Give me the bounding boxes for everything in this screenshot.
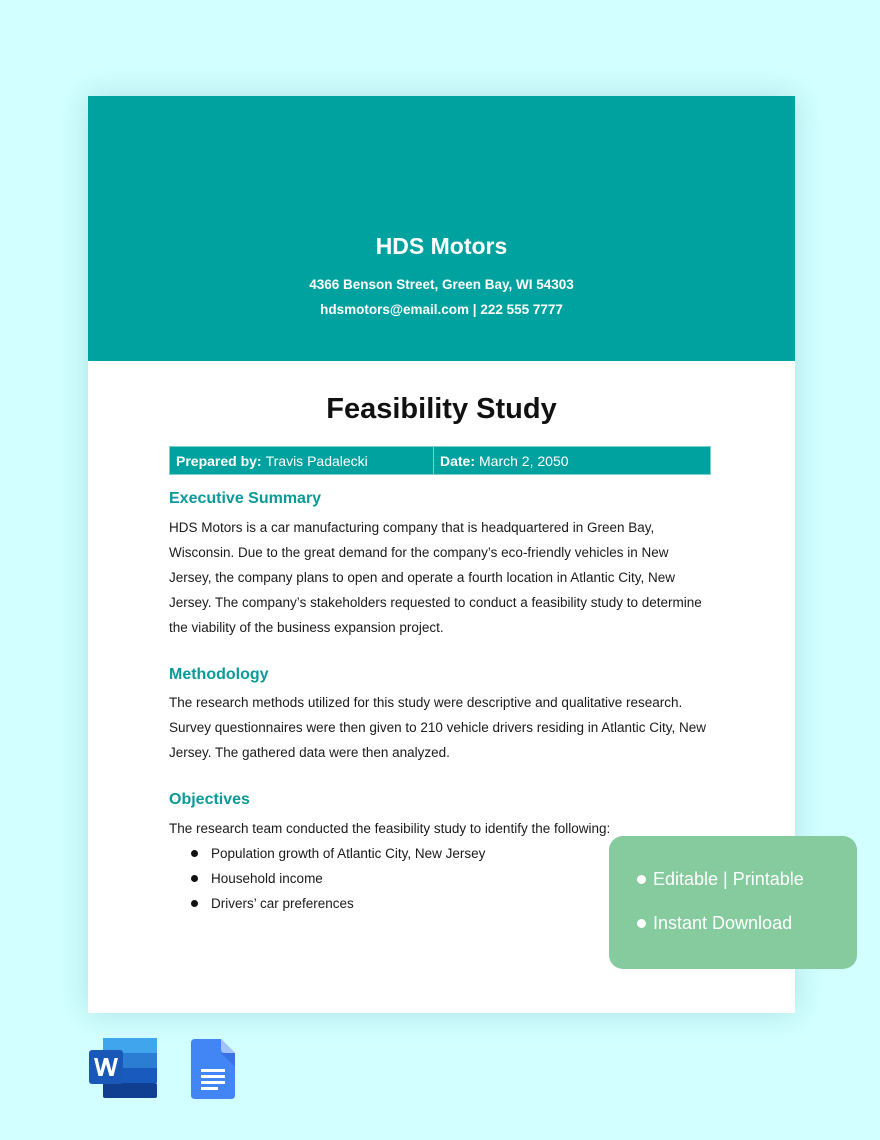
document-title: Feasibility Study [326,393,557,425]
list-item [169,891,485,916]
promo-editable [637,869,804,890]
objectives-intro: The research team conducted the feasibility study to identify the following: [169,821,611,836]
promo-download-label: Instant Download [653,913,793,933]
list-item-text: Drivers’ car preferences [211,896,354,911]
date-cell [434,447,710,474]
list-item [169,866,485,891]
prepared-by-label: Prepared by: [176,452,262,469]
list-item-text: Population growth of Atlantic City, New Jersey [211,846,486,861]
company-address: 4366 Benson Street, Green Bay, WI 54303 [309,277,574,292]
objectives-list [169,841,485,916]
prepared-by-value: Travis Padalecki [265,452,368,469]
promo-card [609,836,857,969]
company-contact: hdsmotors@email.com | 222 555 7777 [320,302,563,317]
prepared-by-cell [170,447,434,474]
bullet-icon [191,850,198,857]
header-band [88,96,795,361]
objectives-heading: Objectives [169,791,250,808]
executive-summary-heading: Executive Summary [169,490,322,507]
bullet-icon [637,875,646,884]
bullet-icon [191,900,198,907]
promo-editable-label: Editable | Printable [653,869,804,889]
company-name: HDS Motors [375,233,508,259]
bullet-icon [637,919,646,928]
bullet-icon [191,875,198,882]
list-item-text: Household income [211,871,323,886]
methodology-heading: Methodology [169,666,269,683]
promo-download [637,913,792,934]
date-label: Date: [440,452,476,469]
executive-summary-body: HDS Motors is a car manufacturing company that is headquartered in Green Bay, Wisconsin. Due to the great demand for the company’s eco-friendly vehicles in New Jersey, the company plans to open and operate a fourth location in Atlantic City, New Jersey. The company’s stakeholders requested to conduct a feasibility study to determine the viability of the business expansion project. [169,520,702,635]
list-item [169,841,485,866]
microsoft-word-icon[interactable] [89,1038,157,1098]
info-table [169,446,711,475]
methodology-body: The research methods utilized for this study were descriptive and qualitative research. Survey questionnaires were then given to 210 vehicle drivers residing in Atlantic City, New Jersey. The gathered data were then analyzed. [169,695,707,760]
date-value: March 2, 2050 [479,452,569,469]
google-docs-icon[interactable] [191,1039,235,1099]
